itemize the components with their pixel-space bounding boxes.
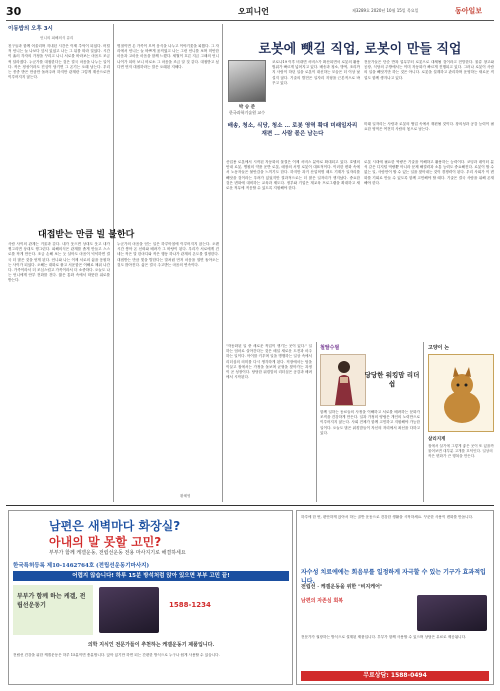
main-body-text-1: 전문가들은 단순 반복 업무부터 로봇으로 대체될 것이라고 전망한다. 물류 창고와 공장, 식당의 주방에서는 이미 자동화가 빠르게 진행되고 있다. 그러나 로봇이 사람의 일을 빼앗기만 하는 것은 아니다. 로봇을 설계하고 관리하며 운영하는 새로운 직업도 함께 생겨나고 있다. xyxy=(364,60,494,80)
column-divider xyxy=(113,24,114,502)
ad-product-image xyxy=(99,587,159,633)
ad-banner: 어렵지 않습니다! 하루 15분 방석처럼 앉아 있으면 부부 고민 끝! xyxy=(13,571,289,581)
middle-body-text-1: "자동화된 일 중 새로운 직업이 생기는 곳이 있다." 일하는 엄마로 살아간다는 것은 매일 새로운 도전과 마주하는 일이다. 아이를 키우며 일을 병행하는 일상 속에서 리더십의 의미를 다시 생각하게 된다. 직장에서는 팀을 이끌고 집에서는 가정을 돌보며 균형을 찾아가는 과정이 곧 성장이다. 당당한 워킹맘의 리더십은 공감과 배려에서 시작된다. xyxy=(226,344,312,380)
middle-title-small: 철딸수필 xyxy=(320,345,340,351)
ad-subtitle: 부부가 함께 케겔운동, 전립선운동 전용 마사지기로 해결하세요 xyxy=(49,550,186,556)
author-name: 박 승 준 xyxy=(238,105,256,110)
cat-illustration xyxy=(428,354,494,432)
ad-headline: 남편은 새벽마다 화장실? xyxy=(49,519,181,533)
ad-hotline[interactable]: 무료상담: 1588-0494 xyxy=(301,671,489,681)
author-affiliation: 한국과학기술원 교수 xyxy=(228,110,266,115)
left-column-subtitle: 언니의 피해의식 유리 xyxy=(40,36,74,40)
paper-name: 동아일보 xyxy=(455,7,483,15)
left-body-text-1: 친구들과 함께 어울리며 지내던 시간은 이제 추억이 되었다. 어릴 적 언니는 늘 나보다 앞서 있었고 나는 그 뒤를 따라 걸었다. 시간이 흘러 각자의 가정을 꾸리고 나니 서로를 바라보는 마음도 조금씩 달라졌다. 누군가를 대접한다는 것은 결국 마음을 나누는 일이다. 작은 정성이라도 진심이 담기면 그 온기는 오래 남는다. 우리는 종종 받은 만큼만 돌려주려 하지만 관계란 그렇게 계산으로만 이루어지지 않는다. xyxy=(8,44,110,80)
ad-right-body-1: 하루에 한 번, 편안하게 앉아서 하는 골반 운동으로 건강한 생활을 시작하세요. 꾸준한 사용이 변화를 만듭니다. xyxy=(301,515,474,519)
right-column-label: 고양이 논 xyxy=(428,345,450,351)
left-body-text-2: 명절이면 온 가족이 모여 음식을 나누고 이야기꽃을 피웠다. 그 자리에서 언니는 늘 바쁘게 움직였고 나는 그런 언니를 보며 미안한 마음과 고마운 마음을 함께 느꼈다. 세월이 흐른 지금 그때의 언니 나이가 되어 보니 비로소 그 마음을 조금 알 것 같다. 대접받고 싶다면 먼저 대접하라는 말은 오래된 지혜다. xyxy=(117,44,219,69)
column-divider xyxy=(316,342,317,502)
ad-patent: 한국특허등록 제10-1462764호 (전립선운동기마사지) xyxy=(13,563,150,569)
ad-right-body-2: 전문가가 권장하는 방식으로 설계된 제품입니다. 부부가 함께 사용할 수 있으며 상담은 무료로 제공됩니다. xyxy=(301,635,467,639)
right-caption: 집에서 살기에 그렇게 좋은 곳이 또 있을까 물어보면 대부분 고개를 끄덕인다. 일상의 작은 변화가 큰 행복을 만든다. xyxy=(428,444,494,458)
ad-phone: 1588-1234 xyxy=(169,601,211,609)
pull-quote: 배송, 청소, 식당, 청소 … 로봇 영역 확대 미래일자리 재편 … 사람 몫은 남는다 xyxy=(227,123,358,137)
ad-separator xyxy=(6,505,494,506)
woman-figure-icon xyxy=(321,355,367,407)
main-body-text-2: 미래 일자리는 사람과 로봇의 협업 속에서 재편될 것이다. 창의성과 공감 능력이 필요한 영역은 여전히 사람의 몫으로 남는다. xyxy=(364,122,494,132)
section-title: 오피니언 xyxy=(238,7,269,16)
cat-icon xyxy=(429,355,495,433)
left-body-text-3: 사람 사이의 관계는 거울과 같다. 내가 웃으면 상대도 웃고 내가 찡그리면 상대도 찡그린다. 피해의식은 관계를 좁게 만들고 스스로를 작게 만든다. 조금 손해 보는 듯 살아도 마음이 넉넉하면 결국 더 많은 것을 얻게 된다. 언니와 나는 이제 서로의 삶을 응원하는 사이가 되었다. 오해는 대화로 풀고 서운함은 이해로 채워 나간다. 가족이라서 더 조심스럽고 가족이라서 더 소중하다. 오늘도 나는 언니에게 안부 전화를 건다. 짧은 통화 속에서 따뜻한 위로를 받는다. xyxy=(8,242,110,283)
header-rule xyxy=(6,20,494,21)
main-body-intro: 코로나19 이후 비대면 서비스가 확산되면서 로봇의 활용 범위가 빠르게 넓어지고 있다. 배송과 청소, 방역, 조리까지 사람이 하던 일을 로봇이 대신하는 모습은 더 이상 낯설지 않다. 기술의 발전은 일자리 지형을 근본적으로 바꾸고 있다. xyxy=(272,60,360,85)
page-number: 30 xyxy=(6,5,22,18)
ad-fineprint: 전립선 건강을 위한 케겔운동은 하루 15분이면 충분합니다. 앉아 있기만 하면 되는 간편한 방식으로 누구나 쉽게 사용할 수 있습니다. xyxy=(13,653,220,657)
author-photo xyxy=(228,60,266,102)
right-caption-title: 살리지게 xyxy=(428,437,446,442)
ad-headline-2: 아내의 말 못할 고민? xyxy=(49,535,162,549)
main-body-text-4: 로봇 시대에 필요한 역량은 기술을 이해하고 활용하는 능력이다. 코딩과 데이터 분석 같은 디지털 역량뿐 아니라 문제 해결력과 소통 능력도 중요해진다. 로봇이 할 수 없는 일, 사람만이 할 수 있는 일을 찾아내는 것이 경쟁력이 된다. 우리 사회가 이 변화를 기회로 만들 수 있도록 함께 고민해야 할 때다. 기술은 결국 사람을 위해 존재해야 한다. xyxy=(364,160,494,185)
left-body-text-4: 누군가의 마음을 얻는 일은 하루아침에 이루어지지 않는다. 오랜 시간 쌓아 온 신뢰와 배려가 그 바탕이 된다. 우리가 서로에게 건네는 작은 말 한마디와 작은 행동 하나가 관계의 온도를 결정한다. 대접받는 만큼 빛을 발한다는 말처럼 먼저 마음을 열면 돌아오는 것도 많아진다. 삶은 결국 주고받는 마음의 연속이다. xyxy=(117,242,219,267)
ad-left-label: 부부가 함께 하는 케겔, 전립선운동기 xyxy=(17,593,86,609)
main-article-title: 로봇에 뺏길 직업, 로봇이 만들 직업 xyxy=(258,42,462,57)
ad-bottom-text: 의학 지식인 전문가들이 추천하는 케겔운동기 제품입니다. xyxy=(87,642,215,648)
ad-right-product-label: 남편의 자존심 회복 xyxy=(301,598,344,604)
issue-date: 제3289호 2020년 10월 15일 목요일 xyxy=(352,8,419,13)
left-author: 황혜영 xyxy=(180,494,191,498)
left-advertisement xyxy=(8,510,293,685)
ad-right-product xyxy=(417,595,487,631)
ad-right-title: 자수성 치료에에는 회음부를 일정하게 자극할 수 있는 기구가 효과적입니다. xyxy=(301,569,486,585)
left-column-title: 이동밥의 오후 3시 xyxy=(8,26,53,32)
ad-left-panel xyxy=(13,585,93,635)
main-body-text-3: 산업용 로봇에서 시작된 자동화의 물결은 이제 서비스 분야로 확대되고 있다. 호텔의 안내 로봇, 병원의 약품 운반 로봇, 매장의 서빙 로봇이 대표적이다. 이러한 변화 속에서 노동자들은 불안감을 느끼기도 한다. 하지만 과거 산업혁명 때도 기계가 일자리를 빼앗을 것이라는 우려가 있었지만 결과적으로는 더 많은 일자리가 생겨났다. 중요한 것은 변화에 대비하는 교육과 제도다. 정부와 기업은 재교육 프로그램을 확대하고 새로운 직무에 적응할 수 있도록 지원해야 한다. xyxy=(226,160,360,191)
right-advertisement xyxy=(296,510,494,685)
page-header xyxy=(0,0,500,22)
woman-illustration xyxy=(320,354,366,406)
middle-body-text-2: 함께 일하는 동료들의 사정을 이해하고 서로를 배려하는 문화가 조직을 건강하게 만든다. 일과 가정의 양립은 개인의 노력만으로 이루어지지 않는다. 사회 전체가 함께 고민하고 지원해야 가능한 일이다. 오늘도 많은 워킹맘들이 자신의 자리에서 최선을 다하고 있다. xyxy=(320,410,420,435)
ad-right-sub: 전립선 · 케겔운동을 위한 "비지케어" xyxy=(301,584,383,590)
column-divider xyxy=(222,24,223,502)
column-divider xyxy=(423,342,424,502)
left-subhead: 대접받는 만큼 빌 불한다 xyxy=(38,230,135,240)
middle-title: 당당한 워킹맘 리더쉽 xyxy=(364,371,420,388)
